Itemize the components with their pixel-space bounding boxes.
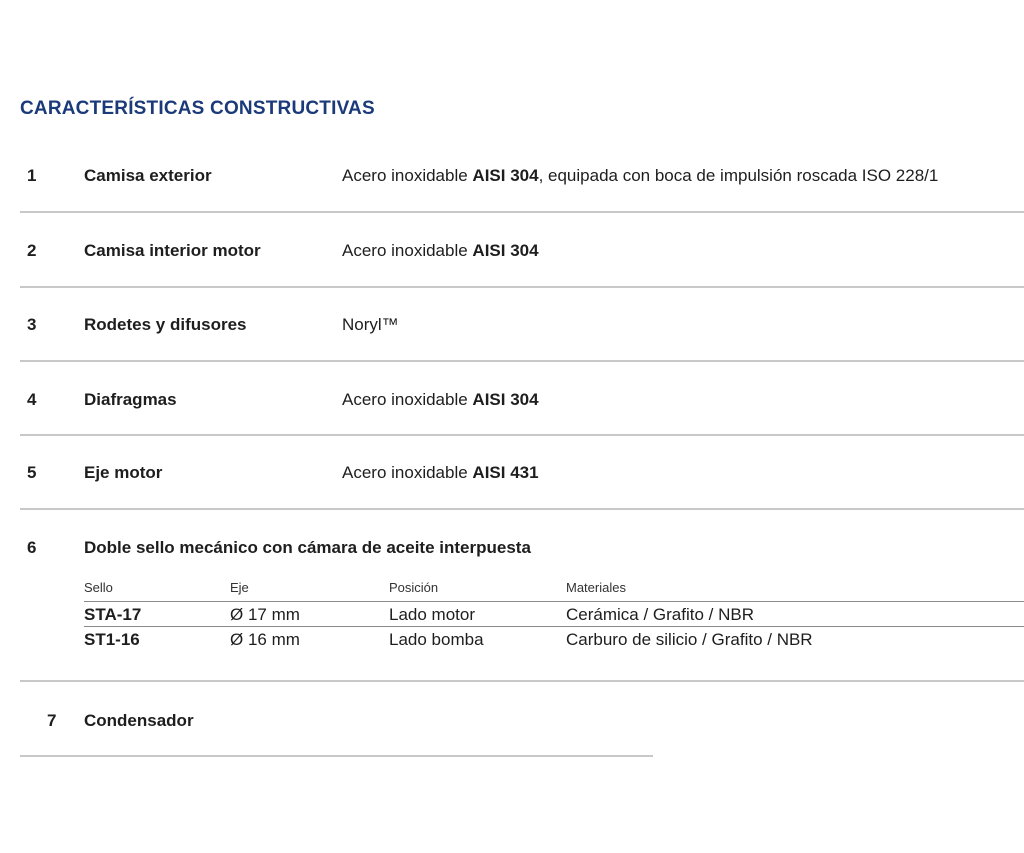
seal-cell: Lado motor (389, 605, 475, 624)
seal-header-eje: Eje (230, 580, 249, 595)
row-number: 7 (47, 711, 57, 730)
row-description: Acero inoxidable AISI 304 (342, 241, 539, 260)
row-label: Eje motor (84, 463, 163, 482)
seal-cell: ST1-16 (84, 630, 140, 649)
spec-row (0, 166, 1024, 196)
seal-header-sello: Sello (84, 580, 113, 595)
seal-cell: Lado bomba (389, 630, 484, 649)
divider (20, 434, 1024, 436)
row-description: Noryl™ (342, 315, 399, 334)
row-number: 5 (27, 463, 37, 482)
seal-header-posicion: Posición (389, 580, 439, 595)
row-description: Acero inoxidable AISI 431 (342, 463, 539, 482)
row-number: 6 (27, 538, 37, 557)
row-number: 2 (27, 241, 37, 260)
row-number: 3 (27, 315, 37, 334)
row-label: Condensador (84, 711, 194, 730)
row-label: Rodetes y difusores (84, 315, 247, 334)
spec-row (0, 241, 1024, 271)
spec-row (0, 711, 1024, 741)
row-label: Camisa interior motor (84, 241, 261, 260)
divider (20, 755, 653, 757)
row-label: Diafragmas (84, 390, 177, 409)
divider (20, 508, 1024, 510)
divider (20, 680, 1024, 682)
spec-row (0, 463, 1024, 493)
seal-cell: STA-17 (84, 605, 142, 624)
seal-cell: Ø 17 mm (230, 605, 300, 624)
seal-cell: Cerámica / Grafito / NBR (566, 605, 754, 624)
seal-table-divider (84, 626, 1024, 627)
section-title: CARACTERÍSTICAS CONSTRUCTIVAS (20, 98, 375, 119)
row-description: Acero inoxidable AISI 304, equipada con boca de impulsión roscada ISO 228/1 (342, 166, 939, 185)
divider (20, 211, 1024, 213)
row-description: Acero inoxidable AISI 304 (342, 390, 539, 409)
spec-row (0, 390, 1024, 420)
seal-cell: Carburo de silicio / Grafito / NBR (566, 630, 813, 649)
divider (20, 360, 1024, 362)
divider (20, 286, 1024, 288)
seal-table-divider (84, 601, 1024, 602)
spec-row (0, 538, 1024, 568)
row-number: 1 (27, 166, 37, 185)
seal-header-materiales: Materiales (566, 580, 626, 595)
seal-cell: Ø 16 mm (230, 630, 300, 649)
spec-row (0, 315, 1024, 345)
row-label: Doble sello mecánico con cámara de aceite interpuesta (84, 538, 531, 557)
row-number: 4 (27, 390, 37, 409)
row-label: Camisa exterior (84, 166, 212, 185)
